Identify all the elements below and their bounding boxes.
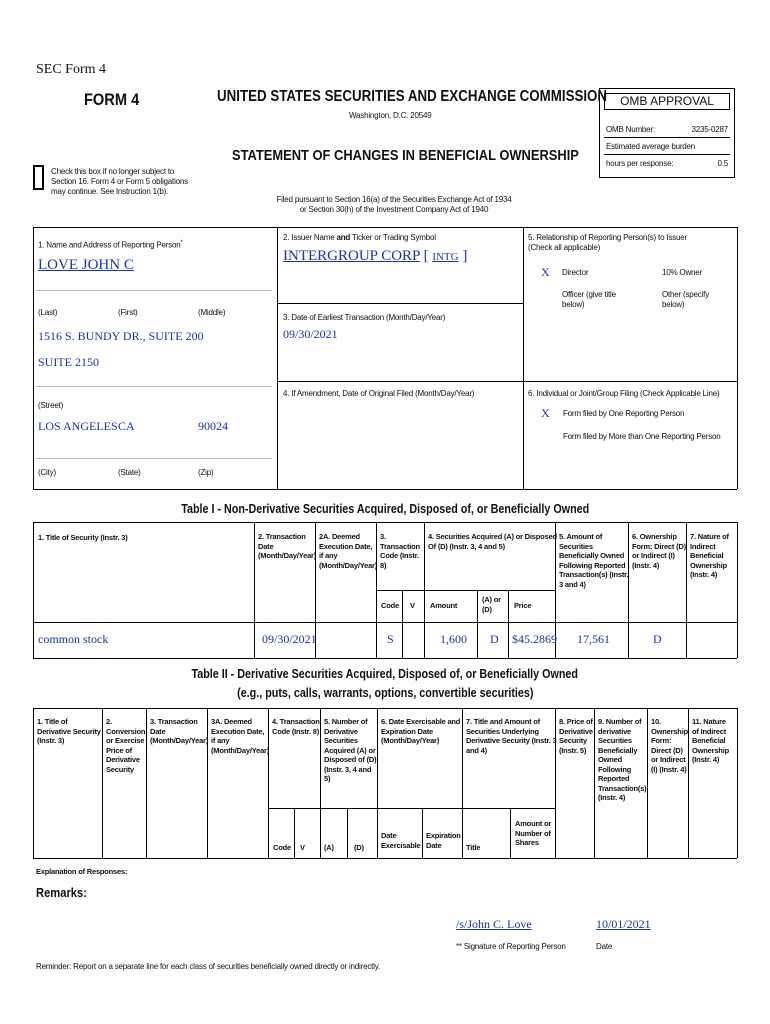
signature-label: ** Signature of Reporting Person bbox=[456, 942, 566, 951]
relationship-label: 5. Relationship of Reporting Person(s) to Issuer (Check all applicable) bbox=[528, 233, 687, 252]
last-label: (Last) bbox=[38, 308, 58, 317]
checkbox-instructions: Check this box if no longer subject to Section 16. Form 4 or Form 5 obligations may continue. See Instruction 1(b). bbox=[51, 167, 188, 196]
omb-title: OMB APPROVAL bbox=[604, 93, 730, 110]
row-owned: 17,561 bbox=[577, 632, 610, 646]
t1-col-acquired: 4. Securities Acquired (A) or Disposed Of (D) (Instr. 3, 4 and 5) bbox=[428, 532, 557, 551]
t2-col-number: 5. Number of Derivative Securities Acquired (A) or Disposed of (D) (Instr. 3, 4 and 5) bbox=[324, 717, 377, 783]
issuer-name: INTERGROUP CORP [ INTG ] bbox=[283, 248, 468, 264]
t2-col-conversion: 2. Conversion or Exercise Price of Derivative Security bbox=[106, 717, 146, 774]
no-longer-subject-checkbox[interactable] bbox=[33, 165, 44, 190]
one-person-checkmark[interactable]: X bbox=[541, 406, 550, 420]
table2-title: Table II - Derivative Securities Acquired, Disposed of, or Beneficially Owned (e.g., puts, calls, warrants, options, convertible securities) bbox=[191, 667, 579, 700]
t2-col-code: 4. Transaction Code (Instr. 8) bbox=[272, 717, 320, 736]
issuer-label: 2. Issuer Name and Ticker or Trading Symbol bbox=[283, 233, 436, 242]
t2-col-title: 1. Title of Derivative Security (Instr. 3) bbox=[37, 717, 101, 745]
t1-sub-v: V bbox=[410, 601, 415, 610]
state-label: (State) bbox=[118, 468, 141, 477]
hours-label: hours per response: bbox=[606, 159, 674, 168]
explanation-label: Explanation of Responses: bbox=[36, 867, 128, 876]
t2-col-underlying: 7. Title and Amount of Securities Underlying Derivative Security (Instr. 3 and 4) bbox=[466, 717, 557, 755]
first-label: (First) bbox=[118, 308, 138, 317]
street-label: (Street) bbox=[38, 401, 64, 410]
issuer-name-link[interactable]: INTERGROUP CORP bbox=[283, 248, 420, 264]
earliest-transaction-label: 3. Date of Earliest Transaction (Month/Day/Year) bbox=[283, 313, 446, 322]
burden-label: Estimated average burden bbox=[606, 142, 696, 151]
director-checkmark[interactable]: X bbox=[541, 265, 550, 279]
t1-sub-amount: Amount bbox=[430, 601, 458, 610]
row-transaction-date: 09/30/2021 bbox=[262, 632, 317, 646]
agency-address: Washington, D.C. 20549 bbox=[349, 111, 432, 120]
officer-label: Officer (give title below) bbox=[562, 290, 616, 309]
director-label: Director bbox=[562, 268, 589, 277]
state-value: CA bbox=[118, 419, 135, 433]
t2-sub-a: (A) bbox=[324, 843, 334, 852]
t2-sub-title: Title bbox=[466, 843, 481, 852]
city-label: (City) bbox=[38, 468, 56, 477]
row-code: S bbox=[387, 632, 394, 646]
statement-title: STATEMENT OF CHANGES IN BENEFICIAL OWNERSHIP bbox=[232, 147, 579, 164]
city-value: LOS ANGELES bbox=[38, 419, 118, 433]
t1-col-nature: 7. Nature of Indirect Beneficial Ownership (Instr. 4) bbox=[690, 532, 729, 579]
other-label: Other (specify below) bbox=[662, 290, 709, 309]
amendment-label: 4. If Amendment, Date of Original Filed (Month/Day/Year) bbox=[283, 389, 475, 398]
t2-col-owned: 9. Number of derivative Securities Beneficially Owned Following Reported Transaction(s) (Instr. 4) bbox=[598, 717, 647, 802]
ten-percent-label: 10% Owner bbox=[662, 268, 702, 277]
signature: /s/John C. Love bbox=[456, 917, 532, 931]
earliest-transaction-date: 09/30/2021 bbox=[283, 327, 338, 341]
address-line2: SUITE 2150 bbox=[38, 355, 99, 369]
reminder-text: Reminder: Report on a separate line for each class of securities beneficially owned directly or indirectly. bbox=[36, 962, 380, 971]
filing-label: 6. Individual or Joint/Group Filing (Check Applicable Line) bbox=[528, 389, 720, 398]
t1-col-code: 3. Transaction Code (Instr. 8) bbox=[380, 532, 420, 570]
sec-form-label: SEC Form 4 bbox=[36, 62, 107, 77]
one-person-label: Form filed by One Reporting Person bbox=[563, 409, 685, 418]
t1-col-title: 1. Title of Security (Instr. 3) bbox=[38, 533, 128, 542]
zip-value: 90024 bbox=[198, 419, 228, 433]
t2-col-exercisable: 6. Date Exercisable and Expiration Date (Month/Day/Year) bbox=[381, 717, 461, 745]
hours-value: 0.5 bbox=[717, 159, 728, 168]
t1-sub-code: Code bbox=[381, 601, 399, 610]
reporting-person-name[interactable]: LOVE JOHN C bbox=[38, 257, 134, 273]
t2-sub-code: Code bbox=[273, 843, 291, 852]
t2-col-price: 8. Price of Derivative Security (Instr. 5) bbox=[559, 717, 593, 755]
omb-number-value: 3235-0287 bbox=[691, 125, 728, 134]
t1-col-date: 2. Transaction Date (Month/Day/Year) bbox=[258, 532, 317, 560]
t2-sub-expiration: Expiration Date bbox=[426, 831, 461, 850]
omb-number-label: OMB Number: bbox=[606, 125, 655, 134]
t2-col-form: 10. Ownership Form: Direct (D) or Indirect (I) (Instr. 4) bbox=[651, 717, 688, 774]
row-ownership-form: D bbox=[653, 632, 662, 646]
row-amount: 1,600 bbox=[440, 632, 467, 646]
row-security-title: common stock bbox=[38, 632, 109, 646]
t2-sub-amount: Amount or Number of Shares bbox=[515, 819, 552, 847]
date-label: Date bbox=[596, 942, 613, 951]
row-price: $45.2869 bbox=[512, 632, 557, 646]
signature-date: 10/01/2021 bbox=[596, 917, 651, 931]
address-line1: 1516 S. BUNDY DR., SUITE 200 bbox=[38, 329, 204, 343]
omb-approval-box bbox=[599, 88, 735, 178]
table1-title: Table I - Non-Derivative Securities Acquired, Disposed of, or Beneficially Owned bbox=[180, 502, 589, 516]
agency-title: UNITED STATES SECURITIES AND EXCHANGE COMMISSION bbox=[217, 88, 608, 105]
t2-col-deemed: 3A. Deemed Execution Date, if any (Month/Day/Year) bbox=[211, 717, 270, 755]
filed-pursuant: Filed pursuant to Section 16(a) of the Securities Exchange Act of 1934 or Section 30(h) of the Investment Company Act of 1940 bbox=[276, 195, 512, 214]
t1-col-owned: 5. Amount of Securities Beneficially Owned Following Reported Transaction(s) (Instr. 3 and 4) bbox=[559, 532, 629, 589]
t2-sub-date-exercisable: Date Exercisable bbox=[381, 831, 421, 850]
remarks-label: Remarks: bbox=[36, 885, 87, 900]
row-acquired-disposed: D bbox=[490, 632, 499, 646]
t1-col-form: 6. Ownership Form: Direct (D) or Indirect (I) (Instr. 4) bbox=[632, 532, 686, 570]
ticker-link[interactable]: INTG bbox=[432, 251, 459, 263]
t2-sub-d: (D) bbox=[354, 843, 364, 852]
middle-label: (Middle) bbox=[198, 308, 226, 317]
more-persons-label: Form filed by More than One Reporting Person bbox=[563, 432, 721, 441]
t1-col-deemed: 2A. Deemed Execution Date, if any (Month/Day/Year) bbox=[319, 532, 378, 570]
reporting-person-label: 1. Name and Address of Reporting Person* bbox=[38, 240, 183, 250]
t2-sub-v: V bbox=[300, 843, 305, 852]
t2-col-date: 3. Transaction Date (Month/Day/Year) bbox=[150, 717, 209, 745]
zip-label: (Zip) bbox=[198, 468, 214, 477]
t1-sub-price: Price bbox=[514, 601, 532, 610]
t2-col-nature: 11. Nature of Indirect Beneficial Ownership (Instr. 4) bbox=[692, 717, 729, 764]
t1-sub-ad: (A) or (D) bbox=[482, 595, 501, 614]
form-title: FORM 4 bbox=[84, 90, 140, 109]
